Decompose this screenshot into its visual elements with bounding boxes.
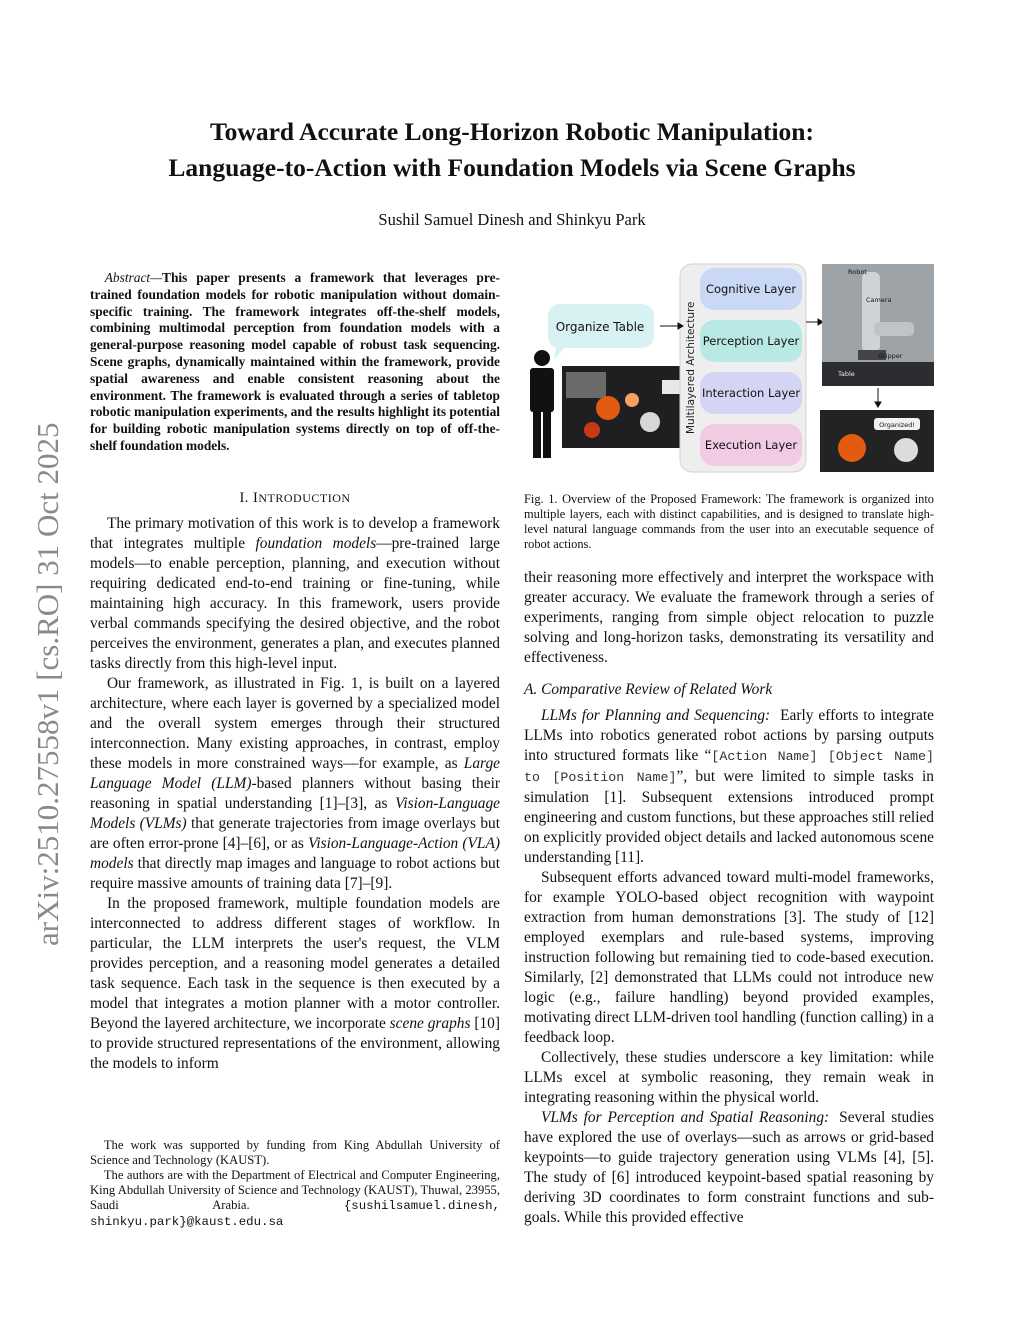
section-number: I. [239,490,249,506]
paper-title [90,114,934,186]
related-paragraph-3: Collectively, these studies underscore a key limitation: while LLMs excel at symbolic reasoning, they remain weak in integrating reasoning within the physical world. [524,1049,934,1106]
introduction-section [90,488,500,1074]
authors: Sushil Samuel Dinesh and Shinkyu Park [378,210,646,229]
figure-1 [522,262,936,474]
human-icon [530,350,554,458]
table-photo-before [562,366,686,448]
footnotes [90,1138,500,1230]
related-paragraph-1: LLMs for Planning and Sequencing: Early efforts to integrate LLMs into robotics generated robot actions by parsing outputs into structured formats like “[Action Name] [Object Name] to [Position Name]”, but were limited to simple tasks in simulation [1]. Subsequent extensions introduced prompt engineering and custom functions, but these approaches still relied on explicitly provided object details and lacked autonomous scene understanding [11]. [524,707,934,866]
section-heading-introduction [90,488,500,508]
speech-bubble [548,304,654,360]
footnote-affiliation: The authors are with the Department of Electrical and Computer Engineering, King Abdullah University of Science and Technology (KAUST), Thuwal, 23955, Saudi Arabia. {sushilsamuel.dinesh, shinkyu.park}@kaust.edu.sa [90,1168,500,1229]
intro-paragraph-2: Our framework, as illustrated in Fig. 1, is built on a layered architecture, where each layer is governed by a specialized model and the overall system emerges through their structured interconnection. Many existing approaches, in contrast, employ these models in more constrained ways—for example, as Large Language Model (LLM)-based planners without basing their reasoning in spatial understanding [1]–[3], as Vision-Language Models (VLMs) that generate trajectories from image overlays but are often error-prone [4]–[6], or as Vision-Language-Action (VLA) models that directly map images and language to robot actions but require massive amounts of training data [7]–[9]. [90,675,500,892]
abstract [90,270,500,455]
title-line-2: Language-to-Action with Foundation Models via Scene Graphs [168,153,856,182]
layer-execution: Execution Layer [704,438,798,452]
related-paragraph-2: Subsequent efforts advanced toward multi-model frameworks, for example YOLO-based object recognition with waypoint extraction from human demonstrations [3]. The study of [12] employed exemplars and rule-based systems, improving instruction following but remaining tied to code-based execution. Similarly, [2] demonstrated that LLMs could not introduce new logic (e.g., failure handling) beyond provided examples, motivating direct LLM-driven tool handling (function calling) in a feedback loop. [524,869,934,1046]
label-table: Table [838,370,855,378]
label-gripper: Gripper [878,352,903,360]
layer-interaction: Interaction Layer [701,386,801,400]
related-paragraph-4: VLMs for Perception and Spatial Reasoning: Several studies have explored the use of overlays—such as arrows or grid-based keypoints—to guide trajectory generation using VLMs [4], [5]. The study of [6] introduced keypoint-based spatial reasoning by deriving 3D coordinates to form constraint functions and sub-goals. While this provided effective [524,1109,935,1226]
layer-cognitive: Cognitive Layer [705,282,797,296]
subsection-heading: A. Comparative Review of Related Work [524,681,773,698]
architecture-vertical-label: Multilayered Architecture [685,301,697,434]
label-robot: Robot [848,268,867,276]
section-cap: I [253,490,259,506]
intro-continuation: their reasoning more effectively and interpret the workspace with greater accuracy. We evaluate the framework through a series of experiments, ranging from simple object relocation to puzzle solving and long-horizon tasks, demonstrating its versatility and effectiveness. [524,569,934,666]
arxiv-id: arXiv:2510.27558v1 [cs.RO] 31 Oct 2025 [30,422,65,946]
layer-perception: Perception Layer [702,334,800,348]
intro-paragraph-3: In the proposed framework, multiple foundation models are interconnected to address different stages of workflow. In particular, the LLM interprets the user's request, the VLM provides perception, and a reasoning model generates a detailed task sequence. Each task in the sequence is then executed by a model that integrates a motion planner with a motor controller. Beyond the layered architecture, we incorporate scene graphs [10] to provide structured representations of the environment, allowing the models to inform [90,895,500,1072]
label-camera: Camera [866,296,892,304]
organized-tag: Organized! [879,421,915,429]
author-emails: {sushilsamuel.dinesh, shinkyu.park}@kaust.edu.sa [90,1199,500,1229]
title-line-1: Toward Accurate Long-Horizon Robotic Manipulation: [210,117,814,146]
section-smallcaps: NTRODUCTION [258,491,351,505]
abstract-lead: Abstract— [104,270,163,285]
right-column-body [524,568,934,1228]
footnote-funding: The work was supported by funding from King Abdullah University of Science and Technology (KAUST). [90,1138,500,1167]
arxiv-stamp [14,310,74,950]
abstract-text: This paper presents a framework that leverages pre-trained foundation models for robotic manipulation without domain-specific training. The framework integrates off-the-shelf models, combining multimodal perception from foundation models with a general-purpose reasoning model capable of robust task sequencing. Scene graphs, dynamically maintained within the framework, provide spatial awareness and enable consistent reasoning about the environment. The framework is evaluated through a series of tabletop robotic manipulation experiments, and the results highlight its potential for building robotic manipulation systems directly on top of off-the-shelf foundation models. [90,270,500,453]
robot-photo [822,264,934,386]
architecture-panel [680,264,806,472]
figure-1-caption: Fig. 1. Overview of the Proposed Framework: The framework is organized into multiple layers, each with distinct capabilities, and is designed to translate high-level natural language commands from the user into an executable sequence of robot actions. [524,492,934,551]
speech-text: Organize Table [555,320,645,334]
intro-paragraph-1: The primary motivation of this work is to develop a framework that integrates multiple foundation models—pre-trained large models—to enable perception, planning, and execution without requiring dedicated end-to-end training or fine-tuning, while maintaining high accuracy. In this framework, users provide verbal commands specifying the desired objective, and the robot perceives the environment, generates a plan, and executes planned tasks directly from this high-level input. [90,515,500,672]
table-photo-after [820,410,934,472]
